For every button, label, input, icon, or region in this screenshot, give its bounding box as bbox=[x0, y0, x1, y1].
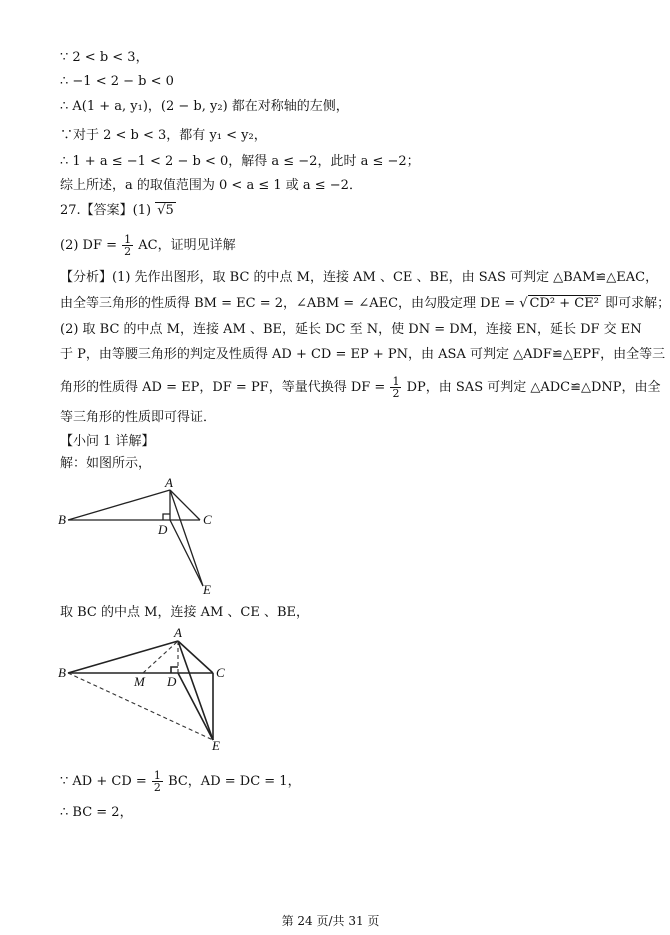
analysis-line-1: 【分析】(1) 先作出图形，取 BC 的中点 M，连接 AM 、CE 、BE，由 SAS 可判定 △BAM≌△EAC， bbox=[60, 270, 659, 285]
solution-step-3: ∴ BC = 2， bbox=[60, 805, 133, 820]
fig1-label-e: E bbox=[203, 582, 211, 597]
sqrt-expression: √ CD² + CE² bbox=[519, 296, 599, 311]
subquestion-heading: 【小问 1 详解】 bbox=[60, 434, 155, 449]
fig2-label-c: C bbox=[216, 665, 225, 680]
analysis-line-2: 由全等三角形的性质得 BM = EC = 2，∠ABM = ∠AEC，由勾股定理 DE = √ CD² + CE² 即可求解； bbox=[60, 296, 670, 311]
answer-2-right: AC，证明见详解 bbox=[138, 238, 236, 253]
analysis-line-6: 等三角形的性质即可得证． bbox=[60, 410, 217, 425]
analysis-line-4: 于 P，由等腰三角形的判定及性质得 AD + CD = EP + PN，由 ASA 可判定 △ADF≌△EPF，由全等三 bbox=[60, 347, 666, 362]
fig1-label-c: C bbox=[203, 512, 212, 527]
page-footer: 第 24 页/共 31 页 bbox=[281, 914, 380, 928]
fig1-label-a: A bbox=[165, 475, 173, 490]
fig2-label-b: B bbox=[58, 665, 66, 680]
line-6: 综上所述，a 的取值范围为 0 < a ≤ 1 或 a ≤ −2． bbox=[60, 178, 362, 193]
solution-step-2: ∵ AD + CD = $\frac{1}{2}$ BC，AD = DC = 1， bbox=[60, 769, 301, 794]
line-2: ∴ −1 < 2 − b < 0 bbox=[60, 74, 174, 89]
fig1-label-b: B bbox=[58, 512, 66, 527]
analysis-line-5: 角形的性质得 AD = EP，DF = PF，等量代换得 DF = $\frac{1}{2}$ DP，由 SAS 可判定 △ADC≌△DNP，由全 bbox=[60, 375, 661, 400]
fig2-label-m: M bbox=[134, 674, 145, 689]
solution-step-1: 取 BC 的中点 M，连接 AM 、CE 、BE， bbox=[60, 605, 310, 620]
fraction-half-3: $\frac{1}{2}$ bbox=[153, 769, 161, 794]
answer-2-left: (2) DF = bbox=[60, 238, 118, 253]
answer-sqrt: √5 bbox=[157, 203, 174, 218]
fig2-label-e: E bbox=[212, 738, 220, 753]
line-1: ∵ 2 < b < 3， bbox=[60, 50, 149, 65]
fig2-label-d: D bbox=[167, 674, 177, 689]
solution-intro: 解：如图所示， bbox=[60, 456, 152, 471]
fig2-label-a: A bbox=[174, 625, 182, 640]
line-4: ∵对于 2 < b < 3，都有 y₁ < y₂， bbox=[60, 128, 267, 143]
line-3: ∴ A(1 + a, y₁)，(2 − b, y₂) 都在对称轴的左侧， bbox=[60, 99, 349, 114]
answer-label: 27.【答案】(1) bbox=[60, 203, 152, 218]
fraction-half: $\frac{1}{2}$ bbox=[124, 233, 132, 258]
analysis-line-3: (2) 取 BC 的中点 M，连接 AM 、BE，延长 DC 至 N，使 DN = DM，连接 EN，延长 DF 交 EN bbox=[60, 322, 642, 337]
line-5: ∴ 1 + a ≤ −1 < 2 − b < 0，解得 a ≤ −2，此时 a ≤ −2； bbox=[60, 154, 420, 169]
fraction-half-2: $\frac{1}{2}$ bbox=[392, 375, 400, 400]
fig1-label-d: D bbox=[158, 522, 168, 537]
